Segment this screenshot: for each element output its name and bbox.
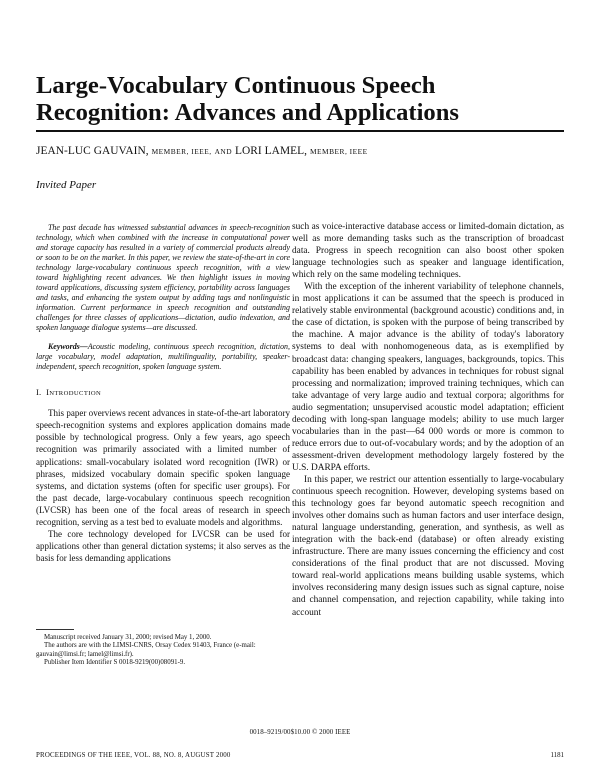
author-conjunction: AND: [214, 147, 233, 156]
page-number: 1181: [550, 752, 564, 759]
author-2-role: MEMBER, IEEE: [309, 147, 368, 156]
body-paragraph: such as voice-interactive database access or limited-domain dictation, as well as more demanding tasks such as the transcription of broadcast data. Progress in speech recognition can also boost other spoken language technologies such as speaker and language identification, which rely on the same modeling techniques.: [292, 222, 564, 281]
footnote: Publisher Item Identifier S 0018-9219(00)08091-9.: [44, 659, 186, 667]
body-paragraph: With the exception of the inherent variability of telephone channels, in most applications it can be assumed that the speech is produced in relatively stable environmental (background acoustic) conditions and, in the case of dictation, is spoken with the purpose of being transcribed by the machine. A major advance is the ability of today's laboratory systems to deal with nonhomogeneous data, as is exemplified by broadcast data: changing speakers, languages, backgrounds, topics. This capability has been enabled by advances in techniques for robust signal processing and normalization; improved training techniques, which can take advantage of very large audio and textual corpora; algorithms for audio segmentation; unsupervised acoustic model adaptation; efficient decoding with long-span language models; ability to use much larger vocabularies than in the past—64 000 words or more is common to reduce errors due to out-of-vocabulary words; and by the adoption of an assessment-driven development methodology largely fostered by the U.S. DARPA efforts.: [292, 282, 564, 473]
footnote-rule: [36, 629, 74, 630]
section-heading: [36, 387, 290, 399]
body-paragraph: This paper overviews recent advances in state-of-the-art laboratory speech-recognition systems and explores application domains made possible by technological progress. Only a few years, ago speech recognition was primarily associated with a limited number of applications: small-vocabulary isolated word recognition (IWR) or phrases, midsized vocabulary domain specific spoken language systems, and dictation systems (often for specific user groups). For the past decade, large-vocabulary continuous speech recognition (LVCSR) has been one of the focal areas of research in speech recognition, serving as a test bed to evaluate models and algorithms.: [36, 408, 290, 527]
abstract: The past decade has witnessed substantial advances in speech-recognition technology, which when combined with the increase in computational power and storage capacity has resulted in a variety of commercial products already or soon to be on the market. In this paper, we review the state-of-the-art in core technology large-vocabulary continuous speech recognition, with a view toward highlighting recent advances. We then highlight issues in moving toward applications, discussing system efficiency, portability across languages and tasks, and enhancing the system output by adding tags and nonlinguistic information. Current performance in speech recognition and outstanding challenges for three classes of applications—dictation, audio indexation, and spoken language dialogue systems—are discussed.: [36, 223, 290, 332]
paper-title: Large-Vocabulary Continuous Speech Recognition: Advances and Applications: [36, 72, 459, 126]
footnote: Manuscript received January 31, 2000; revised May 1, 2000.: [44, 634, 212, 641]
title-rule: [36, 130, 564, 132]
paper-type: Invited Paper: [36, 179, 97, 191]
author-1-name: JEAN-LUC GAUVAIN,: [36, 145, 149, 157]
footnotes: [36, 634, 294, 668]
left-column: [36, 223, 290, 564]
author-1-role: MEMBER, IEEE,: [151, 147, 212, 156]
keywords-text: Acoustic modeling, continuous speech recognition, dictation, large vocabulary, model adaptation, multilinguality, portability, speaker-independent, speech recognition, spoken language system.: [36, 342, 290, 372]
copyright-line: 0018–9219/00$10.00 © 2000 IEEE: [249, 729, 351, 736]
right-column: [292, 221, 564, 619]
keywords: [36, 342, 290, 372]
section-initial: I: [46, 387, 50, 398]
body-paragraph: The core technology developed for LVCSR can be used for applications other than general dictation systems; it also serves as the basis for less demanding applications: [36, 528, 290, 563]
body-paragraph: In this paper, we restrict our attention essentially to large-vocabulary continuous speech recognition. However, developing systems based on this technology goes far beyond automatic speech recognition and involves other domains such as human factors and user interface design, natural language understanding, generation, and synthesis, as well as integration with the back-end (database) or often already existing infrastructure. There are many issues concerning the efficiency and cost considerations of the final product that are not discussed. Moving toward real-world applications means building usable systems, which involves reconsidering many design issues such as signal capture, noise and channel compensation, and rejection capability, while taking into account: [292, 474, 564, 618]
keywords-label: Keywords—: [48, 342, 88, 352]
author-2-name: LORI LAMEL,: [234, 145, 308, 157]
section-number: I.: [36, 387, 42, 398]
running-footer: PROCEEDINGS OF THE IEEE, VOL. 88, NO. 8, AUGUST 2000: [36, 752, 231, 759]
footnote: The authors are with the LIMSI-CNRS, Orsay Cedex 91403, France (e-mail: gauvain@limsi.fr; lamel@limsi.fr).: [36, 642, 256, 658]
author-line: [36, 145, 368, 157]
section-title-rest: NTRODUCTION: [49, 390, 102, 398]
